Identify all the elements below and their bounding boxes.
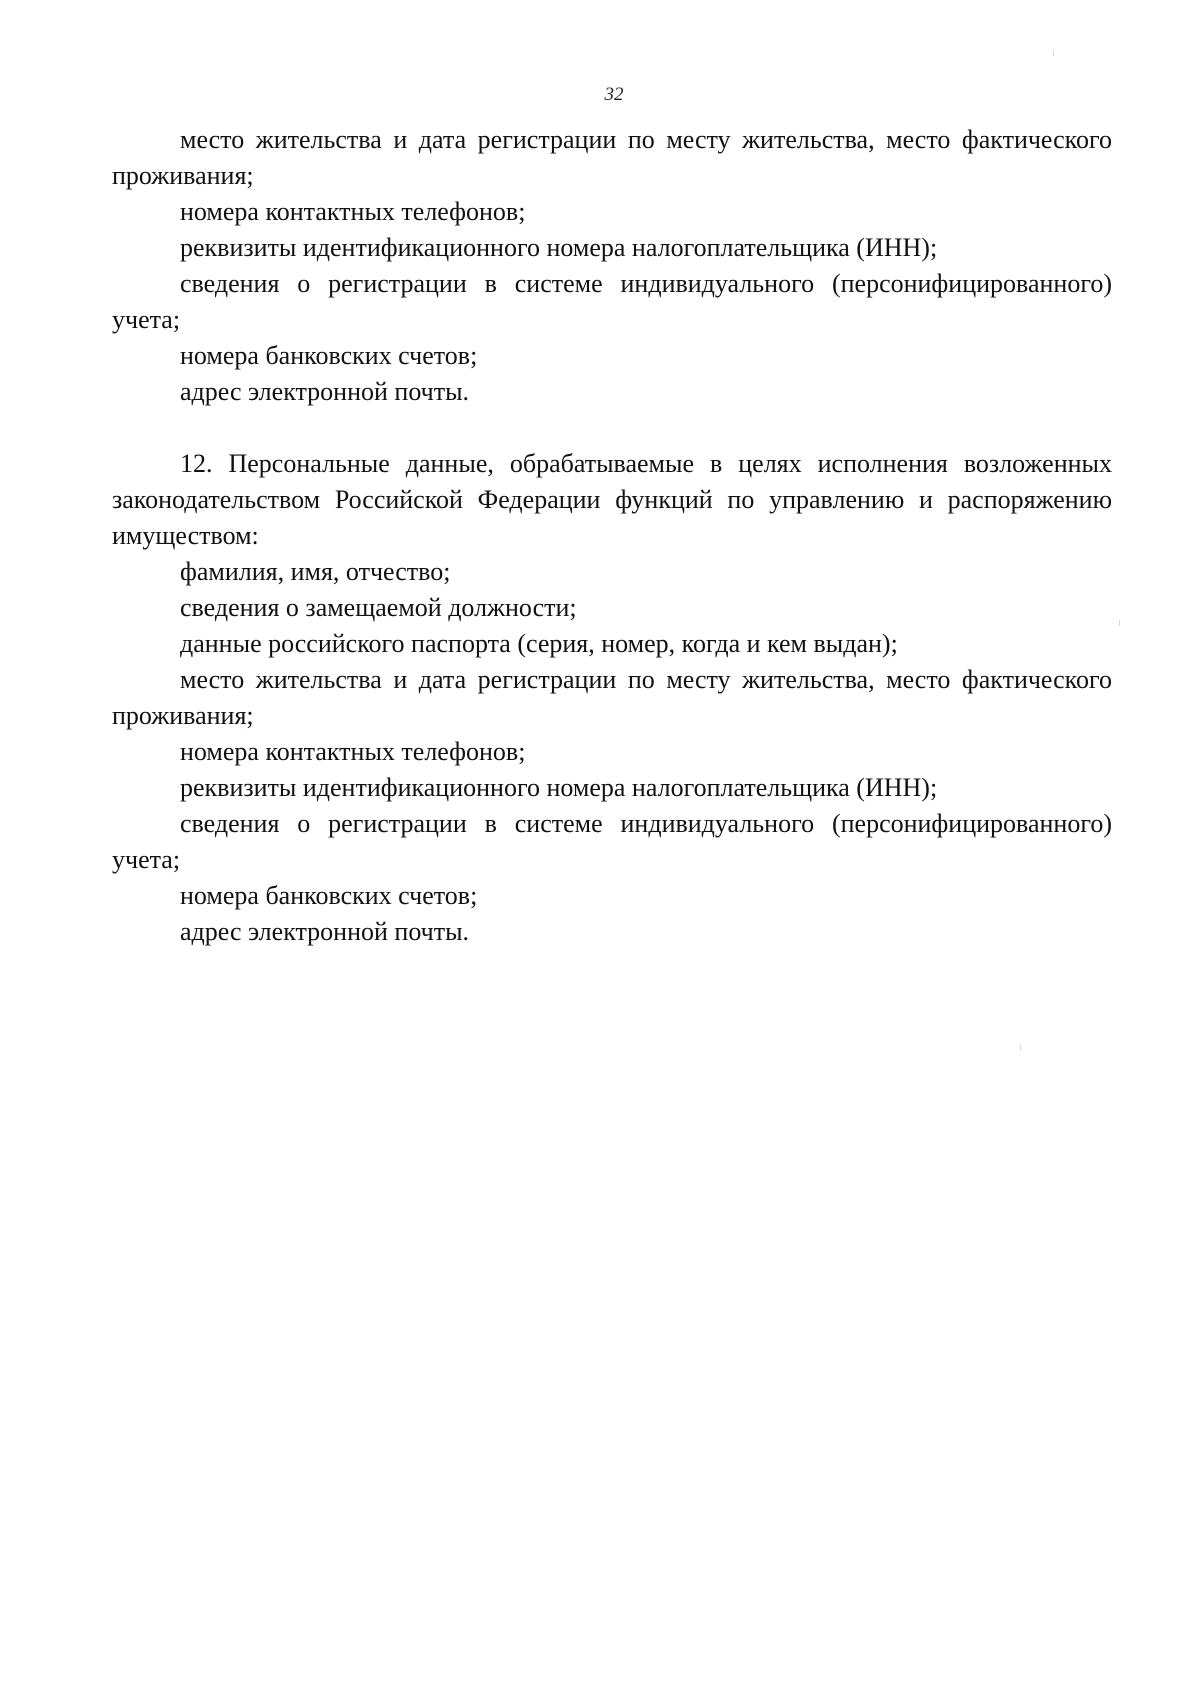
section-12-heading: 12. Персональные данные, обрабатываемые в целях исполнения возложенных законодательством Российской Федерации функций по управлению и распоряжению имуществом: (112, 449, 1112, 550)
scan-artifact (1053, 50, 1054, 56)
paragraph-inn: реквизиты идентификационного номера налогоплательщика (ИНН); (180, 773, 938, 802)
scan-artifact (1020, 1045, 1021, 1050)
paragraph-registration: сведения о регистрации в системе индивидуального (персонифицированного) учета; (112, 269, 1112, 334)
page-number: 32 (604, 84, 624, 105)
document-body (112, 122, 1112, 950)
paragraph-phones: номера контактных телефонов; (180, 737, 526, 766)
paragraph-residence: место жительства и дата регистрации по месту жительства, место фактического проживания; (112, 665, 1112, 730)
paragraph-email: адрес электронной почты. (180, 377, 470, 406)
scan-artifact (1119, 620, 1120, 626)
paragraph-residence: место жительства и дата регистрации по месту жительства, место фактического проживания; (112, 125, 1112, 190)
paragraph-phones: номера контактных телефонов; (180, 197, 526, 226)
paragraph-position: сведения о замещаемой должности; (180, 593, 577, 622)
paragraph-bank-accounts: номера банковских счетов; (180, 881, 478, 910)
paragraph-registration: сведения о регистрации в системе индивидуального (персонифицированного) учета; (112, 809, 1112, 874)
paragraph-email: адрес электронной почты. (180, 917, 470, 946)
paragraph-inn: реквизиты идентификационного номера налогоплательщика (ИНН); (180, 233, 938, 262)
paragraph-full-name: фамилия, имя, отчество; (180, 557, 451, 586)
paragraph-bank-accounts: номера банковских счетов; (180, 341, 478, 370)
section-gap (112, 410, 1112, 446)
paragraph-passport: данные российского паспорта (серия, номер, когда и кем выдан); (180, 629, 898, 658)
